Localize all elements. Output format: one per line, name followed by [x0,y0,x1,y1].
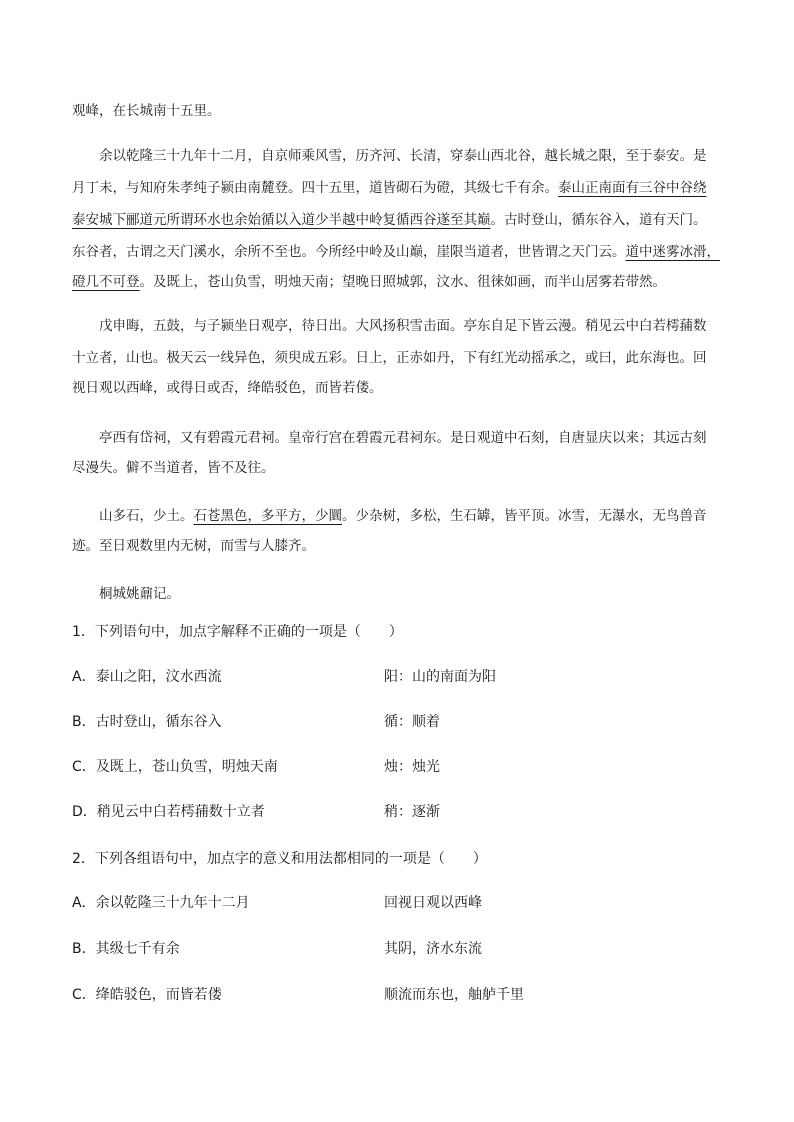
option-row [72,892,732,914]
passage-line [72,172,732,204]
passage-text: 山多石，少土。 [99,508,194,524]
passage-line [72,236,732,268]
option-row [72,711,732,733]
underlined-text: 泰山正南面有三谷中谷绕 [558,180,707,196]
passage-line: 观峰，在长城南十五里。 [72,103,221,119]
passage-text: 。及既上，苍山负雪，明烛天南；望晚日照城郭，汶水、徂徕如画，而半山居雾若带然。 [139,274,666,290]
option-explanation: 稍：逐渐 [384,804,440,820]
option-text: D．稍见云中白若樗蒱数十立者 [72,804,265,820]
passage-line [99,500,759,532]
option-text: B．古时登山，循东谷入 [72,714,222,730]
option-pair: 顺流而东也，舳舻千里 [384,987,524,1003]
option-explanation: 循：顺着 [384,714,440,730]
option-row [72,666,732,688]
underlined-text: 磴几不可登 [72,274,140,290]
option-text: A．泰山之阳，汶水西流 [72,669,222,685]
underlined-text: 道中迷雾冰滑， [625,244,720,260]
passage-line [72,204,732,236]
passage-line [72,266,732,298]
underlined-text: 泰安城下郦道元所谓环水也余始循以入道少半越中岭复循西谷遂至其巅 [72,212,491,228]
author-line: 桐城姚鼐记。 [99,586,180,602]
passage-line: 迹。至日观数里内无树，而雪与人膝齐。 [72,538,315,554]
option-text: C．及既上，苍山负雪，明烛天南 [72,759,278,775]
passage-text: 。少杂树，多松，生石罅，皆平顶。冰雪，无瀑水，无鸟兽音 [342,508,707,524]
option-text: A．余以乾隆三十九年十二月 [72,895,250,911]
option-row [72,756,732,778]
passage-line: 十立者，山也。极天云一线异色，须臾成五彩。日上，正赤如丹，下有红光动摇承之，或曰，此东海也。回 [72,350,707,366]
passage-text: 东谷者，古谓之天门溪水，余所不至也。今所经中岭及山巅，崖限当道者，世皆谓之天门云。 [72,244,626,260]
option-text: B．其级七千有余 [72,941,180,957]
passage-line: 亭西有岱祠，又有碧霞元君祠。皇帝行宫在碧霞元君祠东。是日观道中石刻，自唐显庆以来；其远古刻 [99,430,707,446]
option-pair: 回视日观以西峰 [384,895,482,911]
option-text: C．绛皓驳色，而皆若偻 [72,987,222,1003]
option-explanation: 阳：山的南面为阳 [384,669,496,685]
option-row [72,984,732,1006]
option-row [72,801,732,823]
passage-line: 余以乾隆三十九年十二月，自京师乘风雪，历齐河、长清，穿泰山西北谷，越长城之限，至于泰安。是 [99,148,707,164]
option-row [72,938,732,960]
option-pair: 其阴，济水东流 [384,941,482,957]
underlined-text: 石苍黑色，多平方，少圜 [193,508,342,524]
passage-line: 尽漫失。僻不当道者，皆不及往。 [72,460,275,476]
option-explanation: 烛：烛光 [384,759,440,775]
question-stem: 1．下列语句中，加点字解释不正确的一项是（ ） [72,624,403,640]
question-stem: 2．下列各组语句中，加点字的意义和用法都相同的一项是（ ） [72,851,487,867]
passage-line: 戊申晦，五鼓，与子颍坐日观亭，待日出。大风扬积雪击面。亭东自足下皆云漫。稍见云中白若樗蒱数 [99,318,707,334]
passage-text: 。古时登山，循东谷入，道有天门。 [490,212,707,228]
passage-text: 月丁未，与知府朱孝纯子颍由南麓登。四十五里，道皆砌石为磴，其级七千有余。 [72,180,558,196]
passage-line: 视日观以西峰，或得日或否，绛皓驳色，而皆若偻。 [72,380,383,396]
